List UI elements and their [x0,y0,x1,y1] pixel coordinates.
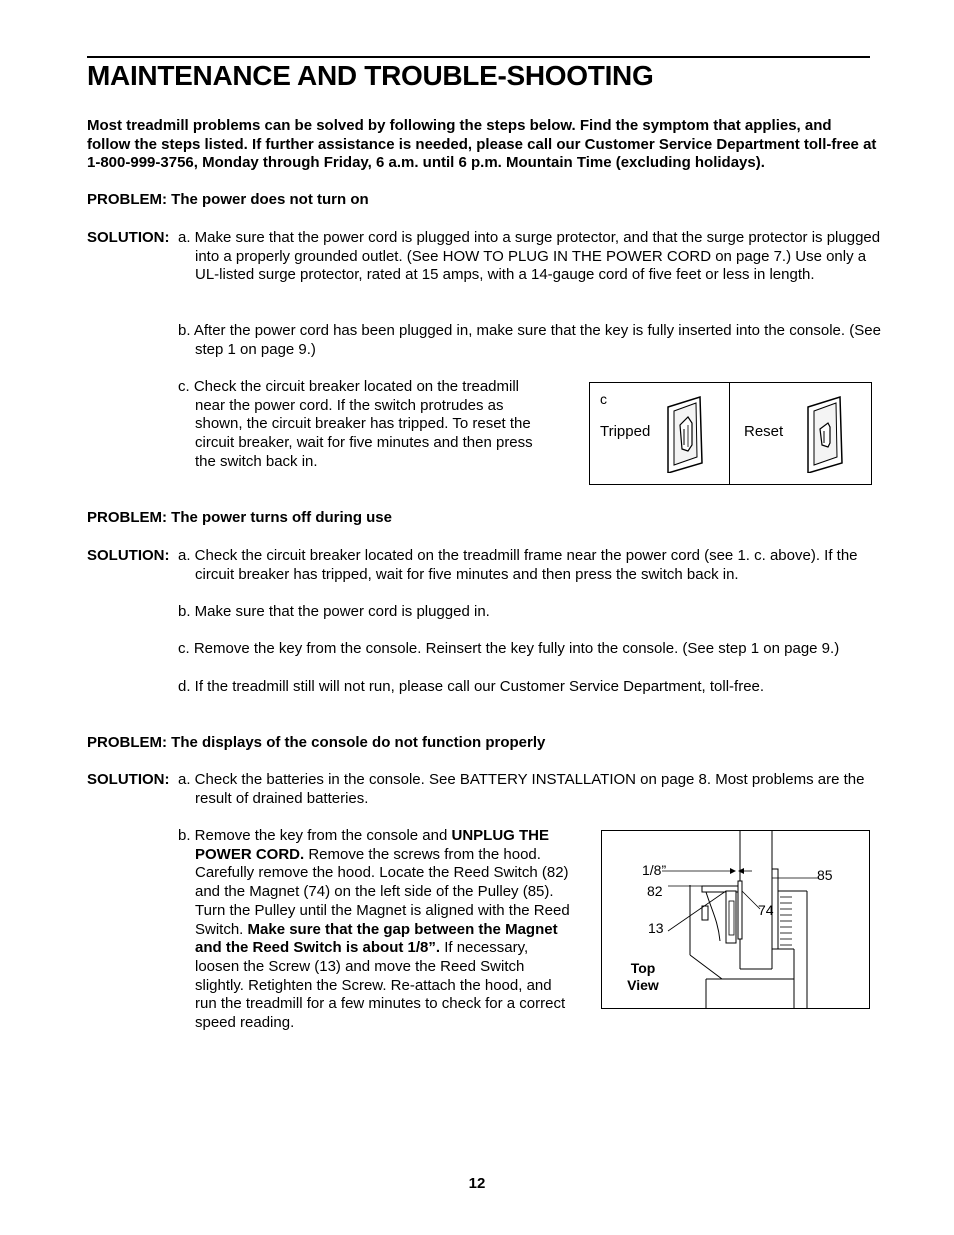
gap-label: 1/8” [642,862,667,878]
solution-2-item-b: b. Make sure that the power cord is plugged in. [178,603,490,620]
reed-switch-number: 82 [647,883,663,899]
pulley-number: 85 [817,867,833,883]
page-title: MAINTENANCE AND TROUBLE-SHOOTING [87,60,654,91]
reset-switch-icon [802,395,858,473]
page-number: 12 [468,1175,486,1192]
problem-1-heading: PROBLEM: The power does not turn on [87,191,369,208]
tripped-switch-icon [662,395,718,473]
solution-1-item-c: c. Check the circuit breaker located on the treadmill near the power cord. If the switch protrudes as shown, the circuit breaker has tripped. To reset the circuit breaker, wait for five minutes and then press the switch back in. [178,378,533,470]
solution-1-item-b: b. After the power cord has been plugged in, make sure that the key is fully inserted into the console. (See step 1 on page 9.) [178,322,881,358]
solution-2-label: SOLUTION: [87,547,170,564]
item-b-unplug-warning: UNPLUG THE POWER CORD. [195,827,549,863]
solution-1-item-a: a. Make sure that the power cord is plugged into a surge protector, and that the surge protector is plugged into a properly grounded outlet. (See HOW TO PLUG IN THE POWER CORD on page 7.) Use only a UL-listed surge protector, rated at 15 amps, with a 14-gauge cord of five feet or less in length. [178,229,881,284]
solution-2-item-d: d. If the treadmill still will not run, please call our Customer Service Department, toll-free. [178,678,765,695]
figure-letter: c [600,391,607,407]
problem-3-heading: PROBLEM: The displays of the console do not function properly [87,734,546,751]
reed-switch-figure [601,830,870,1009]
solution-3-item-b [178,827,573,1033]
item-b-part-1: b. Remove the key from the console and [178,827,452,844]
tripped-label: Tripped [600,423,651,440]
solution-3-label: SOLUTION: [87,771,170,788]
top-view-label-view: View [627,977,659,993]
item-b-part-5: If necessary, loosen the Screw (13) and move the Reed Switch slightly. Retighten the Screw. Re-attach the hood, and run the treadmill for a few minutes to check for a correct speed reading. [195,939,566,1032]
item-b-part-3: Remove the screws from the hood. Carefully remove the hood. Locate the Reed Switch (82) and the Magnet (74) on the left side of the Pulley (85). Turn the Pulley until the Magnet is aligned with the Reed Switch. [195,845,570,938]
problem-2-heading: PROBLEM: The power turns off during use [87,509,392,526]
circuit-breaker-figure [589,382,872,485]
solution-2-item-a: a. Check the circuit breaker located on the treadmill frame near the power cord (see 1. c. above). If the circuit breaker has tripped, wait for five minutes and then press the switch back in. [178,547,858,583]
solution-1-label: SOLUTION: [87,229,170,246]
figure-divider [729,383,730,484]
solution-3-item-a: a. Check the batteries in the console. See BATTERY INSTALLATION on page 8. Most problems are the result of drained batteries. [178,771,865,807]
item-b-gap-warning: Make sure that the gap between the Magnet and the Reed Switch is about 1/8”. [195,920,558,957]
intro-paragraph: Most treadmill problems can be solved by following the steps below. Find the symptom that applies, and follow the steps listed. If further assistance is needed, please call our Customer Service Department toll-free at 1-800-999-3756, Monday through Friday, 6 a.m. until 6 p.m. Mountain Time (excluding holidays). [87,117,877,172]
screw-number: 13 [648,920,664,936]
magnet-number: 74 [758,902,774,918]
top-view-label-top: Top [630,960,656,976]
reset-label: Reset [744,423,784,440]
solution-2-item-c: c. Remove the key from the console. Reinsert the key fully into the console. (See step 1 on page 9.) [178,640,840,657]
